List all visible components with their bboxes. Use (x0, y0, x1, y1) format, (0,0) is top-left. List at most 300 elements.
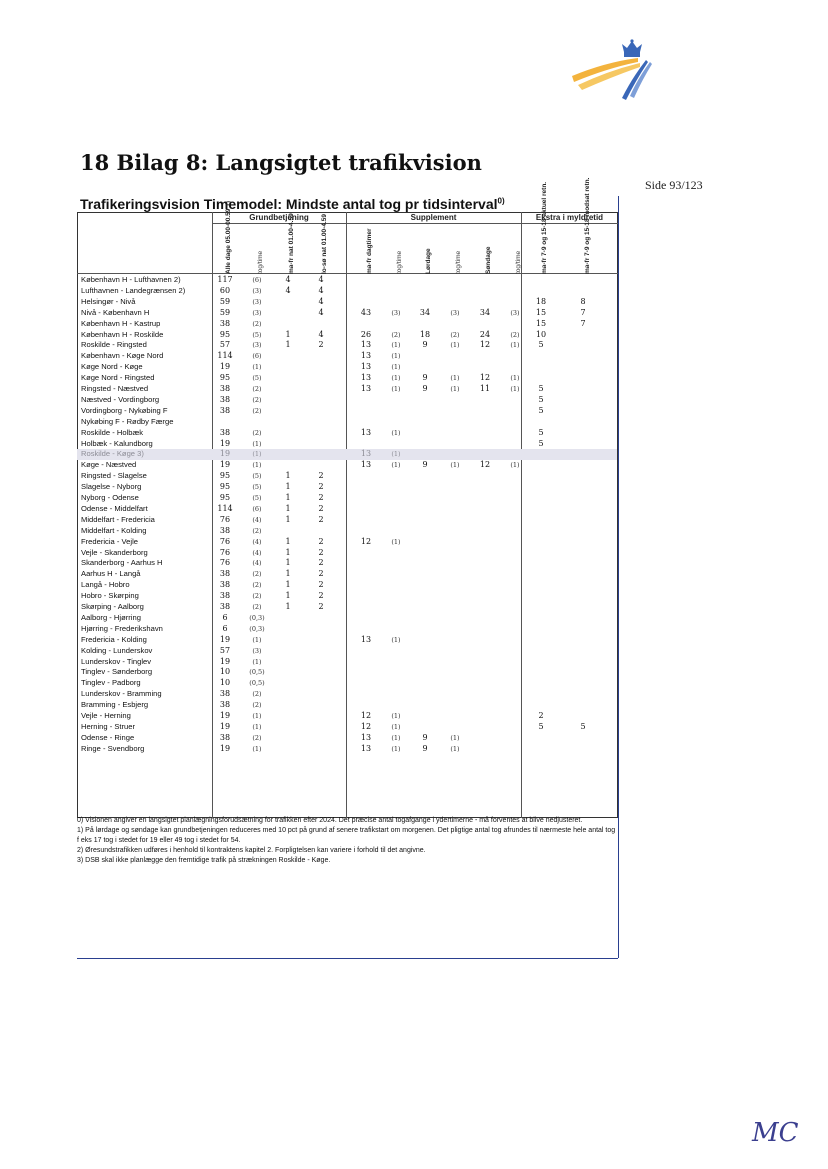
route-name: Lunderskov - Bramming (81, 689, 162, 699)
table-row (77, 482, 617, 493)
table-cell: 9 (422, 384, 428, 393)
table-cell: 2 (318, 536, 324, 546)
table-cell: 2 (318, 340, 324, 350)
route-name: Køge - Næstved (81, 460, 137, 470)
table-row (77, 635, 617, 646)
table-cell: 12 (360, 536, 372, 546)
table-cell: (6) (252, 504, 262, 513)
table-cell: (2) (510, 330, 520, 339)
table-cell: 1 (285, 493, 291, 502)
table-cell: 5 (538, 394, 544, 404)
table-cell: 57 (219, 645, 231, 655)
route-name: Fredericia - Kolding (81, 634, 147, 644)
table-cell: 5 (580, 721, 586, 731)
table-cell: (4) (252, 548, 262, 557)
table-cell: 13 (360, 384, 372, 393)
route-name: Slagelse - Nyborg (81, 482, 142, 492)
table-cell: 38 (219, 525, 231, 535)
table-row (77, 439, 617, 450)
table-row (77, 591, 617, 602)
table-cell: 4 (318, 285, 324, 295)
table-cell: 1 (285, 514, 291, 524)
table-cell: (1) (391, 385, 401, 393)
table-cell: 9 (422, 732, 428, 742)
table-cell: 13 (360, 427, 372, 437)
table-cell: (2) (252, 406, 262, 415)
table-cell: 34 (479, 307, 491, 317)
table-cell: 4 (285, 275, 291, 284)
table-cell: 2 (318, 471, 324, 481)
table-cell: 13 (360, 373, 372, 383)
table-cell: 59 (219, 296, 231, 306)
route-name: Vordingborg - Nykøbing F (81, 405, 168, 415)
table-row (77, 395, 617, 406)
table-row (77, 689, 617, 700)
table-cell: (1) (252, 461, 262, 470)
table-cell: 9 (422, 373, 428, 383)
route-name: Køge Nord - Køge (81, 362, 143, 372)
col-header-dagtimer: ma-fr dagtimer (366, 228, 373, 274)
table-cell: (4) (252, 515, 262, 524)
table-cell: (4) (252, 537, 262, 546)
group-label-ekstra: Ekstra i myldretid (535, 213, 604, 222)
table-cell: 95 (219, 329, 231, 339)
table-row (77, 362, 617, 373)
footnotes (77, 816, 617, 866)
table-cell: (1) (391, 712, 401, 720)
table-cell: 19 (219, 721, 231, 731)
table-cell: 38 (219, 318, 231, 328)
table-cell: 117 (217, 275, 233, 284)
table-cell: (2) (252, 526, 262, 535)
table-title (80, 196, 505, 212)
table-cell: 12 (360, 711, 372, 720)
table-cell: (3) (252, 341, 262, 350)
table-cell: (5) (252, 483, 262, 492)
table-cell: (1) (252, 439, 262, 448)
footnote-0: 0) Visionen angiver en langsigtet planlægningsforudsætning for trafikken efter 2024. Det præcise antal togafgange i ydertimerne - må forventes at blive nedjusteret. (77, 817, 583, 824)
table-cell: 5 (538, 340, 544, 350)
table-cell: 10 (219, 667, 231, 677)
table-cell: 114 (217, 503, 233, 513)
table-row (77, 493, 617, 504)
table-row (77, 667, 617, 678)
route-name: Skanderborg - Aarhus H (81, 558, 163, 568)
table-cell: 4 (318, 307, 324, 317)
table-cell: 1 (285, 580, 291, 590)
route-name: Odense - Middelfart (81, 503, 148, 513)
table-row (77, 504, 617, 515)
table-cell: 1 (285, 482, 291, 492)
table-cell: 38 (219, 405, 231, 415)
col-header-alle-dage: Alle dage 05.00-00.59 1) (225, 201, 232, 274)
table-cell: 76 (219, 514, 231, 524)
table-cell: 7 (580, 307, 586, 317)
table-cell: (2) (252, 428, 262, 437)
route-name: København H - Roskilde (81, 329, 164, 339)
route-name: Aarhus H - Langå (81, 569, 141, 579)
table-row (77, 548, 617, 559)
table-cell: 19 (219, 438, 231, 448)
table-cell: (1) (450, 461, 460, 470)
table-row (77, 384, 617, 395)
table-cell: (1) (391, 461, 401, 470)
table-cell: (1) (450, 733, 460, 742)
route-name: Herning - Struer (81, 721, 136, 731)
table-cell: 95 (219, 482, 231, 492)
table-cell: 13 (360, 449, 372, 459)
table-row (77, 569, 617, 580)
table-cell: (1) (252, 635, 262, 644)
table-cell: (5) (252, 330, 262, 339)
table-cell: 1 (285, 558, 291, 568)
col-header-mafr-nat: ma-fr nat 01.00-4.59 (288, 213, 295, 274)
table-cell: (6) (252, 276, 262, 284)
table-row (77, 308, 617, 319)
col-header-togtime-2: tog/time (396, 250, 403, 274)
table-row (77, 406, 617, 417)
table-cell: 38 (219, 427, 231, 437)
table-cell: (3) (252, 297, 262, 306)
table-cell: (1) (391, 341, 401, 350)
route-name: Nivå - København H (81, 307, 150, 317)
table-row (77, 744, 617, 755)
table-cell: 13 (360, 362, 372, 372)
table-cell: (1) (252, 712, 262, 720)
table-cell: 7 (580, 318, 586, 328)
route-name: Fredericia - Vejle (81, 536, 138, 546)
table-cell: 95 (219, 373, 231, 383)
page-edge-line (618, 196, 619, 958)
route-name: Bramming - Esbjerg (81, 700, 149, 710)
table-cell: 1 (285, 471, 291, 481)
table-row (77, 417, 617, 428)
route-name: Tinglev - Sønderborg (81, 667, 153, 677)
table-cell: 95 (219, 471, 231, 481)
table-cell: 57 (219, 340, 231, 350)
table-cell: 2 (318, 569, 324, 579)
table-cell: (2) (252, 733, 262, 742)
table-cell: (1) (391, 537, 401, 546)
route-name: Roskilde - Ringsted (81, 340, 147, 350)
section-heading: 18 Bilag 8: Langsigtet trafikvision (80, 150, 482, 175)
route-name: Køge Nord - Ringsted (81, 373, 155, 383)
table-cell: 38 (219, 394, 231, 404)
table-cell: 114 (217, 351, 233, 361)
crown-icon (622, 39, 642, 57)
crown-road-logo (566, 38, 666, 104)
footnote-2: 2) Øresundstrafikken udføres i henhold til kontraktens kapitel 2. Forpligtelsen kan variere i forhold til det angivne. (77, 847, 426, 854)
table-cell: 10 (219, 678, 231, 688)
group-label-supplement: Supplement (410, 213, 457, 222)
table-cell: (2) (252, 592, 262, 601)
route-name: Vejle - Skanderborg (81, 547, 148, 557)
table-cell: (1) (450, 374, 460, 383)
table-cell: (6) (252, 352, 262, 361)
route-name: Tinglev - Padborg (81, 678, 141, 688)
table-cell: (1) (391, 733, 401, 742)
table-cell: 95 (219, 493, 231, 502)
route-name: København - Køge Nord (81, 351, 164, 361)
table-cell: (1) (391, 722, 401, 731)
table-cell: 2 (538, 711, 544, 720)
table-row (77, 722, 617, 733)
table-cell: 38 (219, 602, 231, 611)
route-name: Skørping - Aalborg (81, 602, 144, 611)
table-cell: 2 (318, 591, 324, 601)
table-cell: 13 (360, 340, 372, 350)
bottom-rule (77, 958, 618, 959)
route-name: Middelfart - Fredericia (81, 514, 155, 524)
table-cell: 19 (219, 634, 231, 644)
col-header-togtime-3: tog/time (455, 250, 462, 274)
table-cell: 1 (285, 591, 291, 601)
table-row (77, 613, 617, 624)
table-cell: 1 (285, 340, 291, 350)
table-cell: (1) (252, 657, 262, 666)
table-cell: (0,3) (249, 624, 265, 633)
col-header-togtime-4: tog/time (515, 250, 522, 274)
table-cell: 34 (419, 307, 431, 317)
table-cell: 5 (538, 721, 544, 731)
table-cell: 12 (479, 373, 491, 383)
col-header-togtime-1: tog/time (257, 250, 264, 274)
route-name: København H - Lufthavnen 2) (81, 275, 181, 284)
table-cell: 12 (479, 460, 491, 470)
table-cell: 1 (285, 503, 291, 513)
table-cell: 1 (285, 329, 291, 339)
table-cell: (1) (450, 385, 460, 393)
route-name: Nykøbing F - Rødby Færge (81, 416, 174, 426)
table-cell: 2 (318, 580, 324, 590)
table-cell: (2) (252, 570, 262, 579)
table-cell: (1) (391, 374, 401, 383)
table-cell: 59 (219, 307, 231, 317)
table-cell: 38 (219, 384, 231, 393)
route-name: Lufthavnen - Landegrænsen 2) (81, 285, 186, 295)
table-cell: 13 (360, 351, 372, 361)
table-cell: 1 (285, 602, 291, 611)
table-cell: (1) (391, 635, 401, 644)
table-cell: 19 (219, 362, 231, 372)
handwritten-signature: MC (752, 1118, 799, 1148)
table-cell: 19 (219, 743, 231, 753)
table-title-note: 0) (497, 196, 505, 206)
route-name: Holbæk - Kalundborg (81, 438, 153, 448)
col-header-lordage: Lørdage (425, 248, 432, 274)
table-row (77, 646, 617, 657)
table-cell: 15 (535, 318, 547, 328)
table-cell: (1) (391, 363, 401, 372)
table-cell: 43 (360, 307, 372, 317)
table-cell: (3) (252, 286, 262, 295)
table-row (77, 340, 617, 351)
table-row (77, 558, 617, 569)
col-header-loso-nat: lo-sø nat 01.00-4.59 (321, 214, 328, 274)
table-cell: 4 (285, 285, 291, 295)
table-cell: 76 (219, 547, 231, 557)
table-cell: 15 (535, 307, 547, 317)
table-row (77, 330, 617, 341)
table-row (77, 297, 617, 308)
table-row (77, 711, 617, 722)
table-cell: 19 (219, 460, 231, 470)
footnote-1: 1) På lørdage og søndage kan grundbetjeningen reduceres med 10 pct på grund af senere trafikstart om morgenen. Det pligtige antal tog afrundes til nærmeste hele antal tog f eks 17 tog i stedet for 19 eller 49 tog i stedet for 54. (77, 827, 616, 844)
table-cell: 19 (219, 711, 231, 720)
table-cell: 1 (285, 547, 291, 557)
table-cell: 19 (219, 449, 231, 459)
table-row (77, 460, 617, 471)
table-cell: 18 (535, 296, 547, 306)
table-row (77, 373, 617, 384)
table-cell: (2) (252, 701, 262, 710)
table-cell: 76 (219, 558, 231, 568)
table-cell: (5) (252, 472, 262, 481)
route-name: Ringe - Svendborg (81, 743, 145, 753)
table-row (77, 537, 617, 548)
table-cell: (0,5) (249, 668, 265, 677)
table-cell: 6 (222, 623, 228, 633)
table-cell: 12 (479, 340, 491, 350)
table-cell: (1) (510, 374, 520, 383)
table-cell: 1 (285, 569, 291, 579)
table-cell: 9 (422, 340, 428, 350)
table-cell: 2 (318, 514, 324, 524)
table-cell: (0,3) (249, 613, 265, 622)
table-cell: 4 (318, 329, 324, 339)
table-cell: (3) (510, 308, 520, 317)
route-name: Roskilde - Holbæk (81, 427, 144, 437)
route-name: Ringsted - Næstved (81, 384, 149, 393)
table-cell: (3) (252, 308, 262, 317)
table-cell: 2 (318, 547, 324, 557)
table-cell: (1) (252, 363, 262, 372)
table-cell: 38 (219, 689, 231, 699)
table-cell: (0,5) (249, 679, 265, 688)
table-cell: (1) (391, 450, 401, 459)
table-cell: (5) (252, 374, 262, 383)
page-number: Side 93/123 (645, 178, 703, 192)
table-cell: 11 (479, 384, 491, 393)
table-cell: (4) (252, 559, 262, 568)
table-cell: 5 (538, 438, 544, 448)
route-name: Aalborg - Hjørring (81, 612, 141, 622)
route-name: Vejle - Herning (81, 711, 131, 720)
table-row (77, 602, 617, 613)
table-row (77, 471, 617, 482)
table-cell: (3) (391, 308, 401, 317)
table-cell: (2) (252, 319, 262, 328)
table-cell: (1) (510, 341, 520, 350)
table-cell: 26 (360, 329, 372, 339)
route-name: Kolding - Lunderskov (81, 645, 153, 655)
group-label-divider (212, 223, 618, 224)
table-cell: 38 (219, 700, 231, 710)
table-cell: (2) (252, 385, 262, 393)
route-name: Odense - Ringe (81, 732, 135, 742)
table-cell: 13 (360, 732, 372, 742)
table-cell: 6 (222, 612, 228, 622)
table-cell: 38 (219, 591, 231, 601)
table-cell: (2) (450, 330, 460, 339)
table-cell: (2) (252, 581, 262, 590)
table-cell: 4 (318, 275, 324, 284)
route-name: Nyborg - Odense (81, 493, 139, 502)
route-name: Hobro - Skørping (81, 591, 139, 601)
table-cell: (2) (252, 603, 262, 611)
table-cell: 13 (360, 743, 372, 753)
table-cell: 76 (219, 536, 231, 546)
table-cell: 60 (219, 285, 231, 295)
table-cell: (3) (450, 308, 460, 317)
table-cell: 2 (318, 558, 324, 568)
table-cell: (1) (450, 744, 460, 753)
table-cell: 13 (360, 634, 372, 644)
table-row (77, 275, 617, 286)
table-cell: 2 (318, 493, 324, 502)
table-cell: (1) (391, 352, 401, 361)
table-row (77, 286, 617, 297)
table-row (77, 624, 617, 635)
table-row (77, 700, 617, 711)
route-name: Langå - Hobro (81, 580, 130, 590)
table-cell: 9 (422, 743, 428, 753)
table-cell: 24 (479, 329, 491, 339)
table-cell: (1) (391, 428, 401, 437)
table-cell: 5 (538, 405, 544, 415)
table-cell: 38 (219, 569, 231, 579)
table-cell: (1) (450, 341, 460, 350)
table-cell: 8 (580, 296, 586, 306)
table-cell: (5) (252, 494, 262, 502)
route-name: Helsingør - Nivå (81, 296, 136, 306)
table-cell: 2 (318, 602, 324, 611)
table-cell: 5 (538, 384, 544, 393)
table-cell: (2) (391, 330, 401, 339)
col-header-sondage: Søndage (485, 246, 492, 274)
table-cell: 10 (535, 329, 547, 339)
table-cell: (2) (252, 690, 262, 699)
table-cell: (2) (252, 395, 262, 404)
table-cell: 13 (360, 460, 372, 470)
route-name: Lunderskov - Tinglev (81, 656, 152, 666)
table-cell: 1 (285, 536, 291, 546)
table-row (77, 678, 617, 689)
route-name: Roskilde - Køge 3) (81, 449, 144, 459)
route-name: Hjørring - Frederikshavn (81, 623, 163, 633)
table-cell: 18 (419, 329, 431, 339)
table-cell: 9 (422, 460, 428, 470)
col-header-aktuel-retn: ma-fr 7-9 og 15-18 aktuel retn. (541, 181, 548, 274)
table-row (77, 657, 617, 668)
table-cell: 2 (318, 482, 324, 492)
table-cell: (3) (252, 646, 262, 655)
group-label-grundbetjening: Grundbetjening (249, 213, 309, 222)
table-cell: (1) (252, 744, 262, 753)
table-row (77, 515, 617, 526)
table-cell: (1) (252, 722, 262, 731)
table-cell: 2 (318, 503, 324, 513)
table-cell: 5 (538, 427, 544, 437)
route-name: København H - Kastrup (81, 318, 161, 328)
table-row (77, 428, 617, 439)
footnote-3: 3) DSB skal ikke planlægge den fremtidige trafik på strækningen Roskilde - Køge. (77, 857, 331, 864)
table-cell: 38 (219, 732, 231, 742)
table-row (77, 733, 617, 744)
col-header-modsat-retn: ma-fr 7-9 og 15-18 modsat retn. (584, 177, 591, 274)
table-row (77, 319, 617, 330)
table-title-text: Trafikeringsvision Timemodel: Mindste antal tog pr tidsinterval (80, 196, 498, 212)
